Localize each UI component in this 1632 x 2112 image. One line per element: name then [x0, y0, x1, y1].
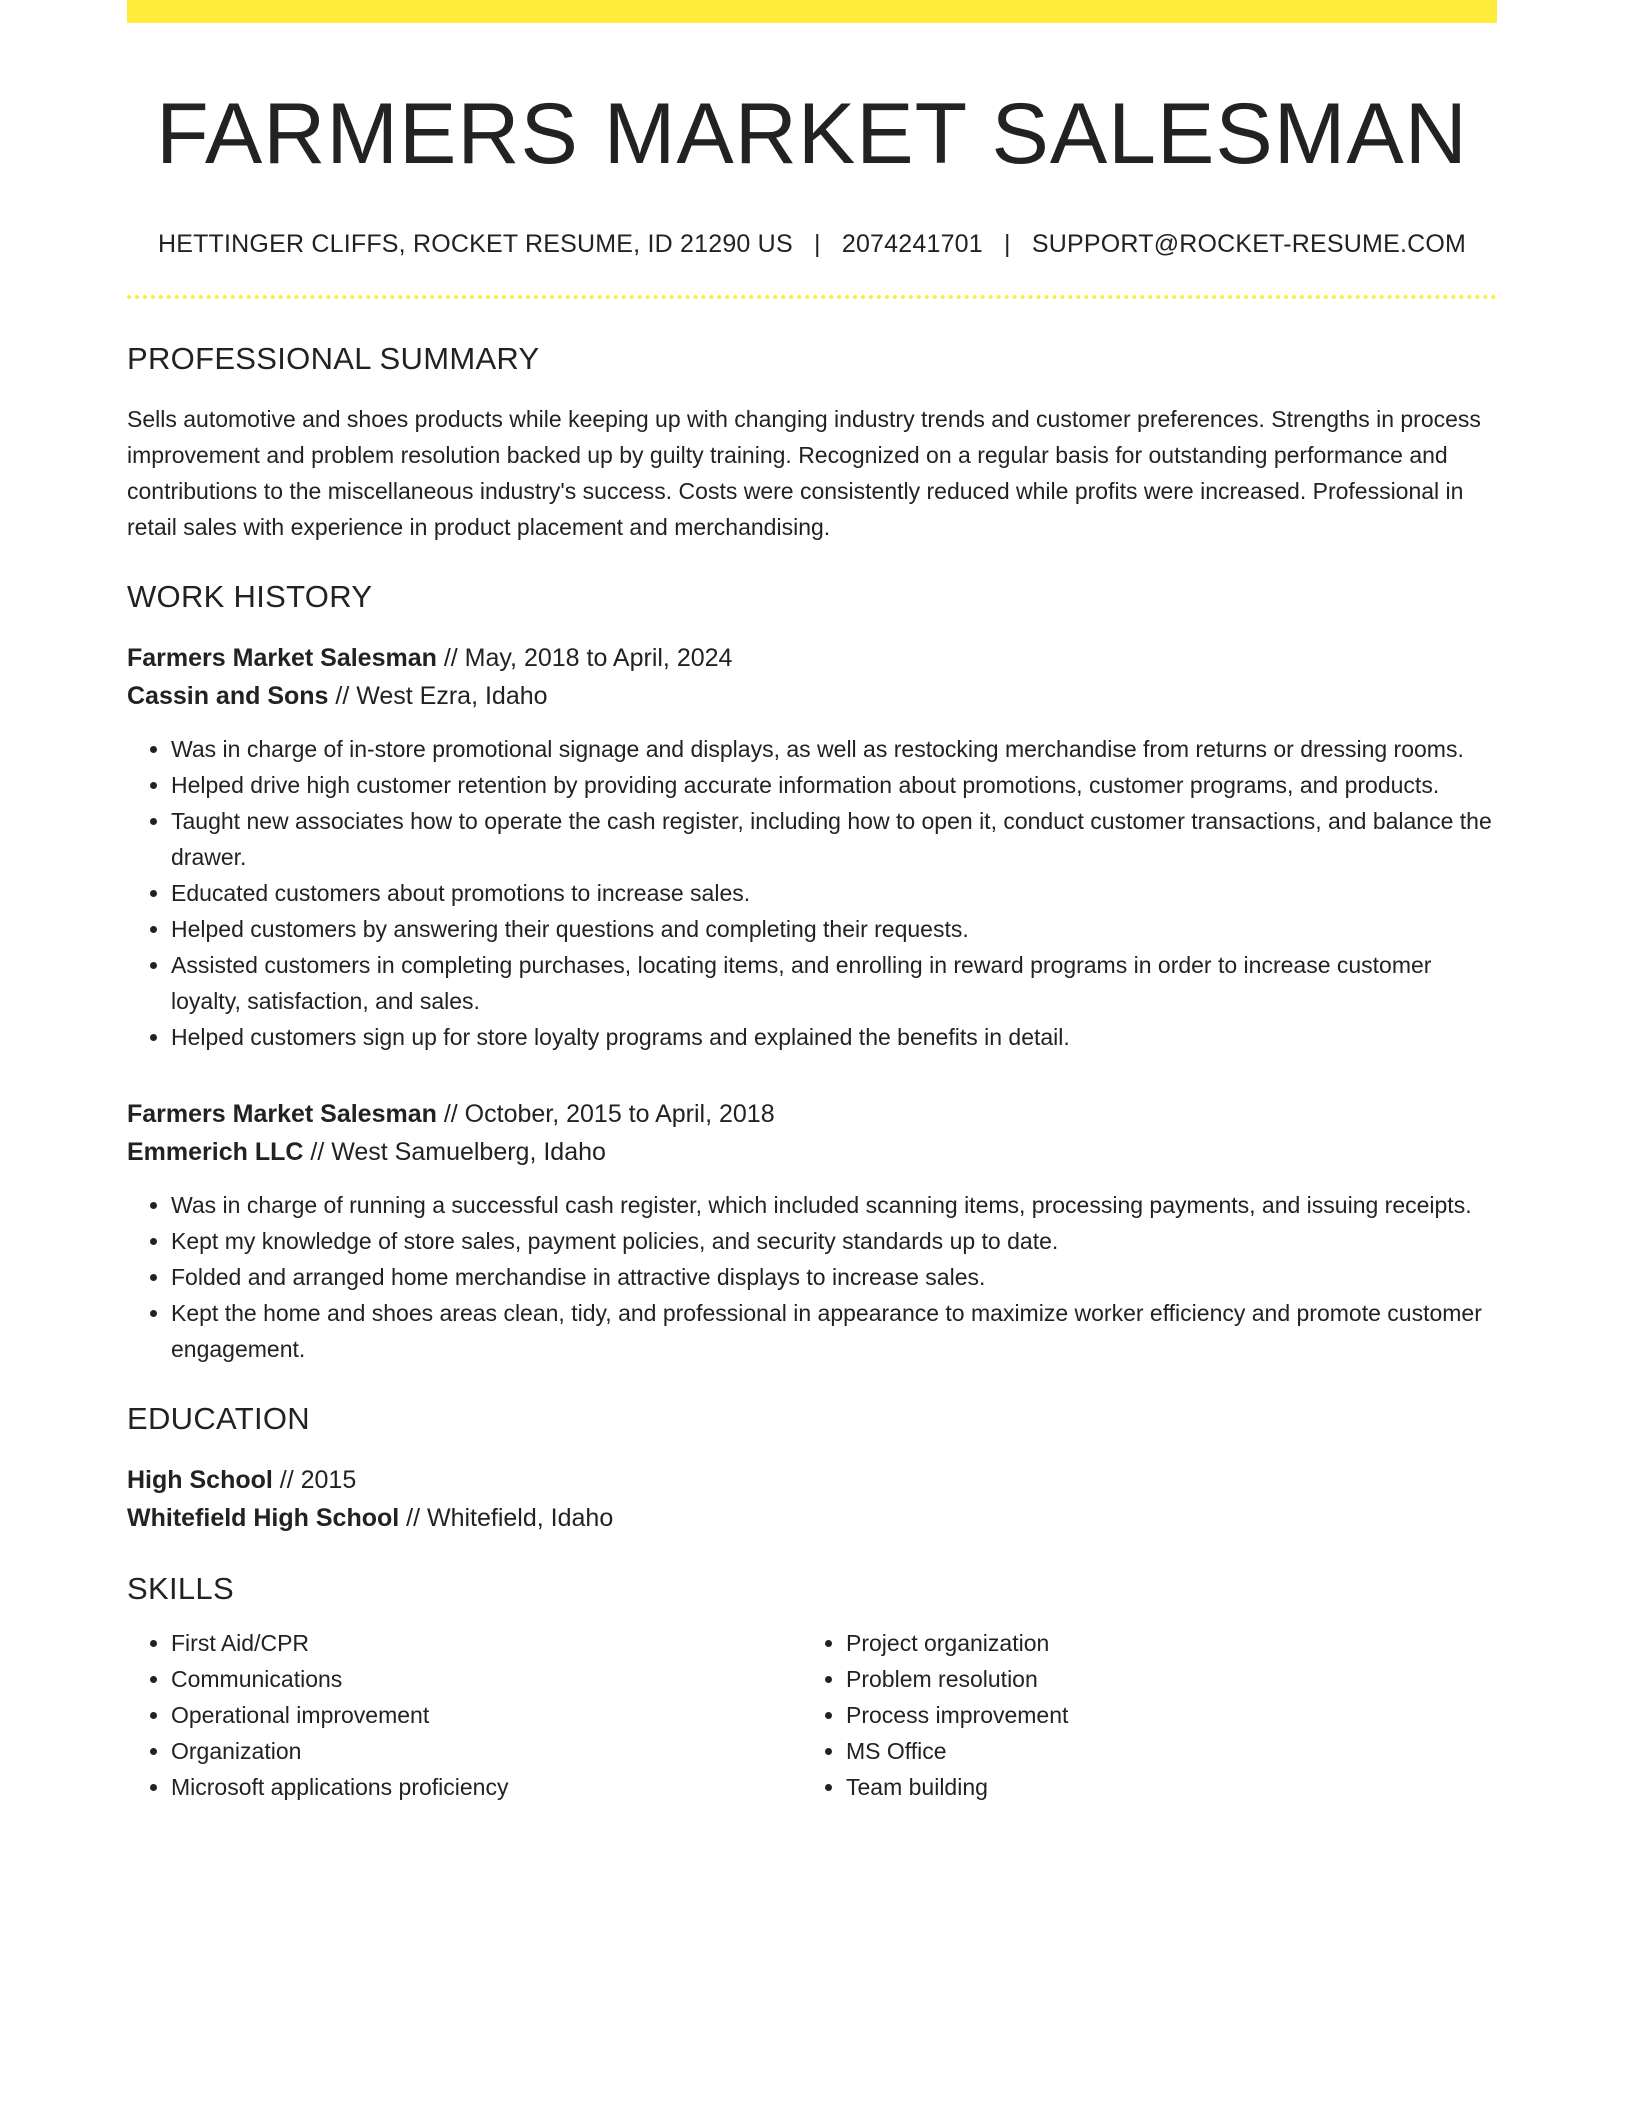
- resume-page: [127, 0, 1497, 1805]
- job-bullet: • Assisted customers in completing purchases, locating items, and enrolling in reward programs in order to increase customer loyalty, satisfaction, and sales.: [171, 947, 1497, 1019]
- job-position-line: [127, 639, 1497, 677]
- job-bullet: • Was in charge of in-store promotional signage and displays, as well as restocking merchandise from returns or dressing rooms.: [171, 731, 1497, 767]
- top-accent-bar: [127, 0, 1497, 23]
- job-location: // West Ezra, Idaho: [328, 681, 548, 710]
- skill-item: • First Aid/CPR: [171, 1625, 802, 1661]
- skill-item: • Organization: [171, 1733, 802, 1769]
- job-bullet: • Helped customers by answering their questions and completing their requests.: [171, 911, 1497, 947]
- job-bullet: • Helped drive high customer retention by providing accurate information about promotions, customer programs, and products.: [171, 767, 1497, 803]
- education-location: // Whitefield, Idaho: [399, 1503, 614, 1532]
- job-company-line: [127, 677, 1497, 715]
- section-title-education: EDUCATION: [127, 1400, 310, 1436]
- job-bullet: • Kept my knowledge of store sales, payment policies, and security standards up to date.: [171, 1223, 1497, 1259]
- skill-item: • Process improvement: [846, 1697, 1477, 1733]
- job-bullet: • Kept the home and shoes areas clean, tidy, and professional in appearance to maximize worker efficiency and promote customer engagement.: [171, 1295, 1497, 1367]
- skill-item: • MS Office: [846, 1733, 1477, 1769]
- job-company: Cassin and Sons: [127, 681, 329, 710]
- job-position: Farmers Market Salesman: [127, 643, 437, 672]
- job-dates: // May, 2018 to April, 2024: [436, 643, 733, 672]
- education-entry: [127, 1461, 1497, 1537]
- job-location: // West Samuelberg, Idaho: [303, 1137, 606, 1166]
- contact-separator: |: [813, 230, 821, 259]
- header-divider: [127, 295, 1497, 299]
- job-bullets: [127, 1187, 1497, 1367]
- skills-list-right: [802, 1625, 1477, 1805]
- summary-text: Sells automotive and shoes products while keeping up with changing industry trends and customer preferences. Strengths in process improvement and problem resolution backed up by guilty training. Recognized on a regular basis for outstanding performance and contributions to the miscellaneous industry's success. Costs were consistently reduced while profits were increased. Professional in retail sales with experience in product placement and merchandising.: [127, 405, 1481, 540]
- skill-item: • Problem resolution: [846, 1661, 1477, 1697]
- job-bullet: • Taught new associates how to operate the cash register, including how to open it, conduct customer transactions, and balance the drawer.: [171, 803, 1497, 875]
- skills-list-left: [127, 1625, 802, 1805]
- contact-separator: |: [1004, 230, 1011, 259]
- job-bullet: • Educated customers about promotions to increase sales.: [171, 875, 1497, 911]
- skills-columns: [127, 1625, 1497, 1805]
- job-bullet: • Folded and arranged home merchandise in attractive displays to increase sales.: [171, 1259, 1497, 1295]
- skill-item: • Microsoft applications proficiency: [171, 1769, 802, 1805]
- education-school-line: [127, 1499, 1497, 1537]
- education-degree: High School: [127, 1465, 273, 1494]
- job-entry: [127, 1095, 1497, 1367]
- job-company: Emmerich LLC: [127, 1137, 304, 1166]
- job-position: Farmers Market Salesman: [127, 1099, 437, 1128]
- job-bullets: [127, 731, 1497, 1055]
- skill-item: • Operational improvement: [171, 1697, 802, 1733]
- contact-email: SUPPORT@ROCKET-RESUME.COM: [1031, 230, 1467, 259]
- job-company-line: [127, 1133, 1497, 1171]
- job-bullet: • Helped customers sign up for store loyalty programs and explained the benefits in detail.: [171, 1019, 1497, 1055]
- section-title-summary: PROFESSIONAL SUMMARY: [127, 340, 540, 376]
- contact-line: [127, 228, 1497, 261]
- job-bullet: • Was in charge of running a successful cash register, which included scanning items, processing payments, and issuing receipts.: [171, 1187, 1497, 1223]
- job-dates: // October, 2015 to April, 2018: [436, 1099, 775, 1128]
- section-title-skills: SKILLS: [127, 1570, 234, 1606]
- job-position-line: [127, 1095, 1497, 1133]
- contact-address: HETTINGER CLIFFS, ROCKET RESUME, ID 21290 US: [157, 230, 793, 259]
- section-title-work-history: WORK HISTORY: [127, 578, 373, 614]
- skill-item: • Project organization: [846, 1625, 1477, 1661]
- education-year: // 2015: [272, 1465, 357, 1494]
- contact-phone: 2074241701: [841, 230, 983, 259]
- education-degree-line: [127, 1461, 1497, 1499]
- education-school: Whitefield High School: [127, 1503, 400, 1532]
- candidate-name: FARMERS MARKET SALESMAN: [156, 86, 1468, 182]
- skill-item: • Communications: [171, 1661, 802, 1697]
- job-entry: [127, 639, 1497, 1055]
- skill-item: • Team building: [846, 1769, 1477, 1805]
